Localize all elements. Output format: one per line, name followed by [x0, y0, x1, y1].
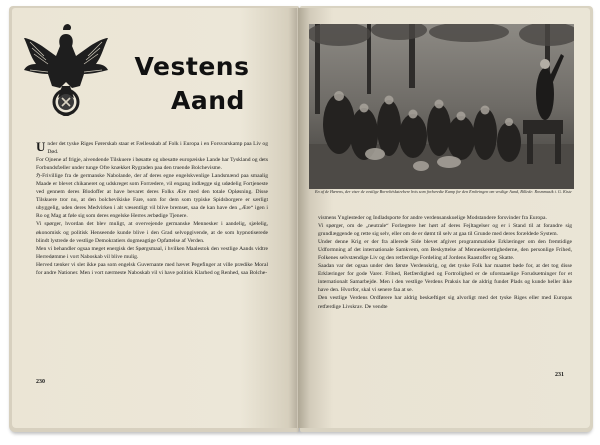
- paragraph: Vi spørger, hvordan det blev muligt, at overvejende germanske Mennesker i aandelig, sjælelig, økonomisk og politisk Henseende kunde blive i den Grad selvopgivende, at de som hypnotiserede blindt lystrede de vestlige Demokratiers dogmeagtige Opfattelse af Verden.: [36, 221, 268, 244]
- paragraph: Herved tænker vi slet ikke paa som engelsk Guvernante med hævet Pegefinger at ville prædike Moral for andre Nationer. Men i vort nærmeste Naboskab vil vi have politisk Klarhed og Renhed, saa Bolche-: [36, 261, 268, 276]
- photo-caption: En af de Hærens, der viser de vestlige Borrebéskstrebere hvis som forberedte Kamp for den Erobringen om vestlige Aand, Billede: Rosmmusik i. G. Kiste: [315, 189, 572, 194]
- paragraph: For Ojnene af frigje, aivendende Tilskuere i bøsatte og ubesatte europæiske Lande har Tyskland og dets Forbundsfæller under tunge Ofre knækket Rygraden paa den truende Bolchevisme.: [36, 157, 268, 172]
- page-number-left: 230: [36, 379, 45, 385]
- drop-cap: U: [36, 139, 46, 154]
- page-title-second-line: Aand: [171, 86, 245, 115]
- left-body-text: [36, 140, 268, 277]
- paragraph: Den vestlige Verdens Ordførere har aldrig beskæftiget sig alvorligt med det tyske Riges eller med Europas retfærdige Livskrav. De vendte: [318, 295, 572, 310]
- paragraph: Under denne Krig er der fra allerede Side blevet afgivet programmatiske Erklæringer om den fremtidige Udformning af det internationale Samkvem, om Beskyttelse af Menneskerettighederne, den personlige Frihed, Folkenes selvstændige Liv og den retfærdige Fordeling af Jordens Raastoffer og Skatte.: [318, 239, 572, 262]
- right-body-text: [318, 214, 572, 311]
- paragraph: vismens Ynglesteder og Indladsporte for andre verdensanskuelige Modstandere forsvinder fra Europa.: [318, 215, 547, 221]
- page-title: Vestens: [134, 52, 250, 81]
- page-number-right: 231: [555, 372, 564, 378]
- paragraph: Vi spørger, om de „neutrale“ Forlægtere her hørt af deres Fejltagelser og er i Stand til at forandre sig grundlæggende og rette sig selv, eller om de er dømt til selv at gaa til Grunde med deres forældede System.: [318, 223, 572, 238]
- paragraph: Under det tyske Riges Førerskab staar et Fællesskab af Folk i Europa i en Forsvarskamp paa Liv og Død.: [36, 139, 268, 156]
- paragraph: ℌ-Frivillige fra de germanske Nabolande, der af deres egne engelskvenlige Landsmænd paa smaalig Maade er blevet chikaneret og udskreget som Forrædere, vil engang indlægge sig udødelig Fortjeneste ved gennem deres Blodoffer at have bevaret deres Folks Ære med den totale Opløsning. Disse Tilskuere tror nu, at den bolchevikiske Fare, som for dem som typiske Spidsborgere er særligt ubyggelig, uden deres Medvirken i alt væsentligt vil blive bremset, saa de kan have den „Ære“ igen i Ro og Mag at føle sig som deres engelske Herres ærbødige Tjenere.: [36, 173, 268, 220]
- painting-reproduction: [309, 24, 574, 189]
- paragraph: Men vi behandler ogsaa meget energisk det Spørgsmaal, i hvilken Maalestok den vestlige Aands vidtre Herredømme i vort Naboskab vil blive mulig.: [36, 245, 268, 260]
- paragraph: Saadan var det ogsaa under den første Verdenskrig, og det tyske Folk har maattet bøde for, at det tog disse Erklæringer for gode Varer. Frihed, Retfærdighed og Fortrolighed er de uforstaaelige Forudsætninger for et internationalt Samarbejde. Men i den vestlige Verdens Praksis har de aldrig fundet Plads og kunde heller ikke have den. Hvorfor, skal vi senere faa at se.: [318, 263, 572, 294]
- eagle-emblem-icon: [22, 16, 110, 116]
